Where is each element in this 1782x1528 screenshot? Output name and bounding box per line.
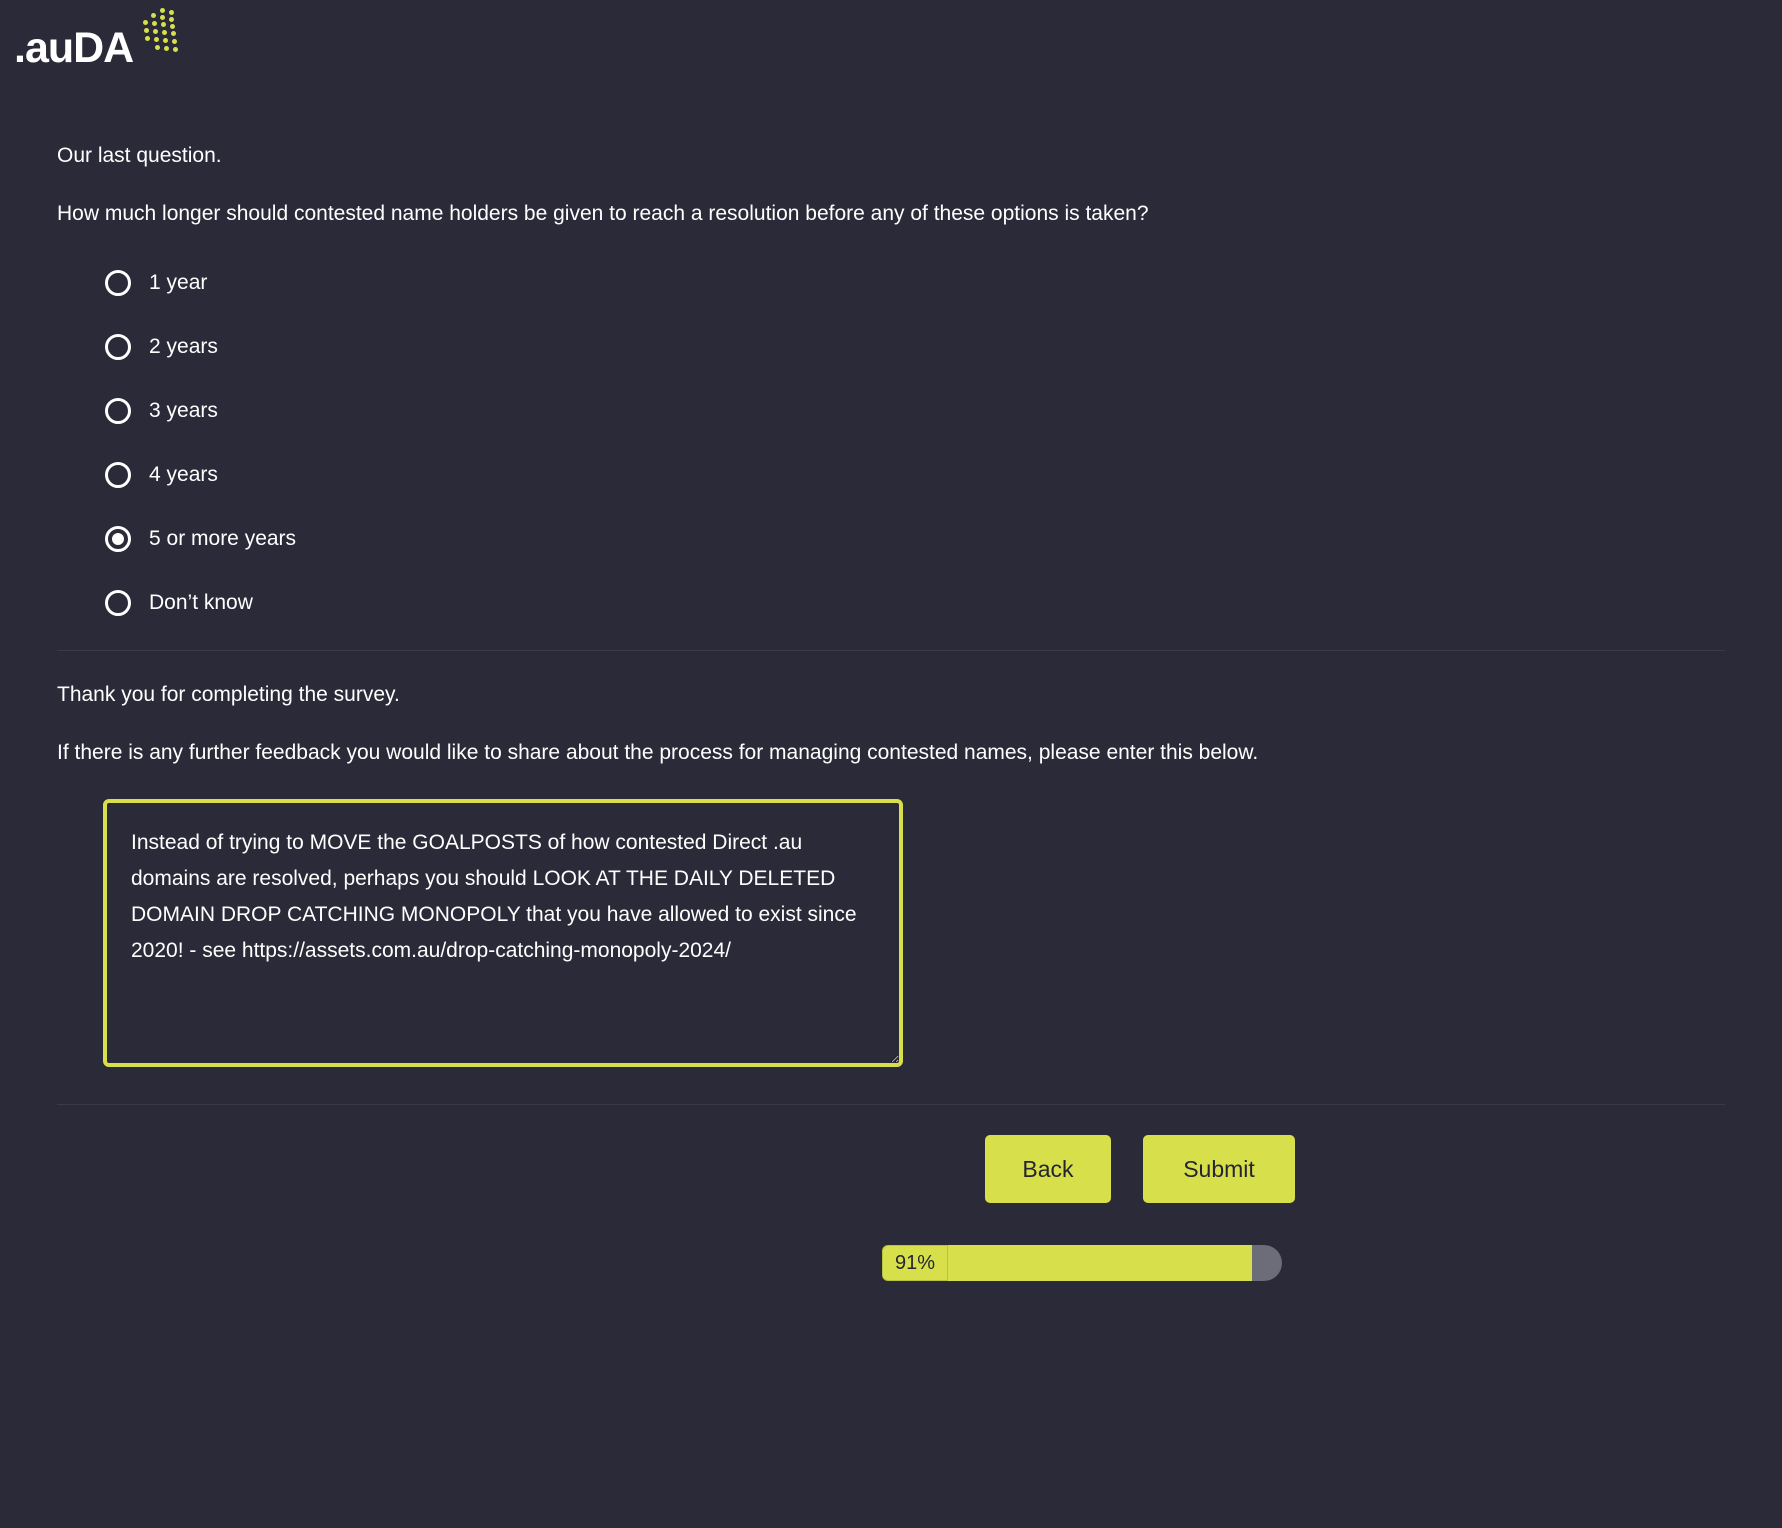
option-label: 3 years [149, 399, 218, 422]
option-5-or-more-years[interactable] [105, 516, 525, 562]
option-2-years[interactable] [105, 324, 525, 370]
intro-text: Our last question. [57, 144, 222, 167]
survey-content [0, 96, 1782, 1281]
option-label: 4 years [149, 463, 218, 486]
progress-row [0, 1245, 1782, 1281]
option-label: 5 or more years [149, 527, 297, 550]
auda-logo-dots-icon [138, 8, 178, 58]
footer-divider [57, 1104, 1725, 1105]
back-button[interactable]: Back [985, 1135, 1111, 1203]
option-4-years[interactable] [105, 452, 525, 498]
progress-bar [882, 1245, 1282, 1281]
progress-percent-label: 91% [882, 1245, 948, 1281]
section-divider [57, 650, 1725, 651]
radio-icon[interactable] [105, 270, 131, 296]
option-label: 2 years [149, 335, 218, 358]
auda-logo-text: .auDA [14, 24, 134, 72]
feedback-prompt-text: If there is any further feedback you would like to share about the process for managing contested names, please enter this below. [57, 741, 1259, 764]
radio-icon[interactable] [105, 398, 131, 424]
form-actions [0, 1135, 1782, 1203]
radio-icon[interactable] [105, 590, 131, 616]
radio-icon[interactable] [105, 462, 131, 488]
progress-fill [948, 1245, 1252, 1281]
auda-logo [14, 8, 184, 70]
feedback-textarea[interactable] [103, 799, 903, 1067]
option-label: 1 year [149, 271, 208, 294]
progress-track [948, 1245, 1282, 1281]
option-label: Don’t know [149, 591, 253, 614]
feedback-field-wrap [103, 799, 1782, 1072]
question-text: How much longer should contested name holders be given to reach a resolution before any of these options is taken? [57, 202, 1149, 225]
radio-icon[interactable] [105, 334, 131, 360]
submit-button[interactable]: Submit [1143, 1135, 1295, 1203]
option-3-years[interactable] [105, 388, 525, 434]
option-dont-know[interactable] [105, 580, 525, 626]
radio-icon-selected[interactable] [105, 526, 131, 552]
option-1-year[interactable] [105, 260, 525, 306]
radio-group [105, 260, 1782, 626]
thanks-text: Thank you for completing the survey. [57, 683, 400, 706]
